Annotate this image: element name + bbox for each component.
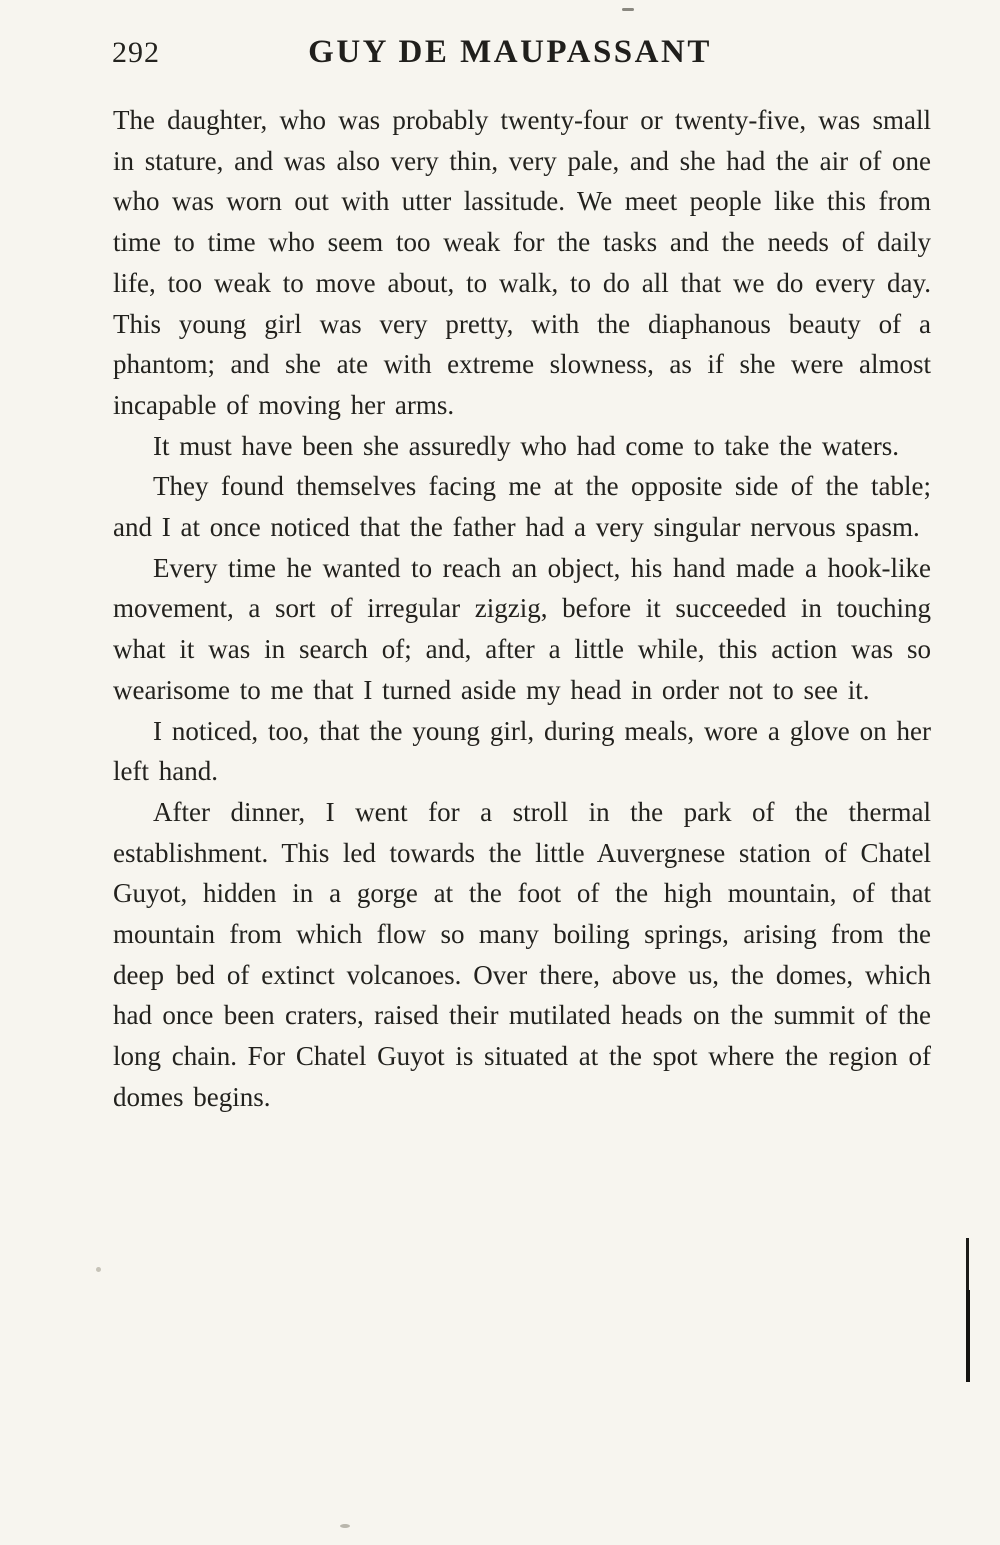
paragraph: The daughter, who was probably twenty-four or twenty-five, was small in stature, and was also very thin, very pale, and she had the air of one who was worn out with utter lassitude. We meet people like this from time to time who seem too weak for the tasks and the needs of daily life, too weak to move about, to walk, to do all that we do every day. This young girl was very pretty, with the diaphanous beauty of a phantom; and she ate with extreme slowness, as if she were almost incapable of moving her arms. — [113, 105, 931, 420]
scan-artifact-line — [966, 1290, 970, 1382]
page-number: 292 — [112, 36, 160, 69]
paragraph: After dinner, I went for a stroll in the park of the thermal establishment. This led towards the little Auvergnese station of Chatel Guyot, hidden in a gorge at the foot of the high mountain, of that mountain from which flow so many boiling springs, arising from the deep bed of extinct volcanoes. Over there, above us, the domes, which had once been craters, raised their mutilated heads on the summit of the long chain. For Chatel Guyot is situated at the spot where the region of domes begins. — [113, 796, 931, 1112]
page-header — [0, 0, 1000, 90]
paragraph: I noticed, too, that the young girl, during meals, wore a glove on her left hand. — [113, 715, 931, 787]
paragraph: Every time he wanted to reach an object, his hand made a hook-like movement, a sort of irregular zigzig, before it succeeded in touching what it was in search of; and, after a little while, this action was so wearisome to me that I turned aside my head in order not to see it. — [113, 552, 931, 705]
running-title: GUY DE MAUPASSANT — [308, 34, 712, 70]
page-body — [113, 100, 931, 1118]
paragraph: It must have been she assuredly who had come to take the waters. — [153, 430, 900, 461]
scan-artifact-dot — [96, 1267, 101, 1272]
scan-artifact-dot — [340, 1524, 350, 1528]
paragraph: They found themselves facing me at the opposite side of the table; and I at once noticed that the father had a very singular nervous spasm. — [113, 471, 931, 543]
